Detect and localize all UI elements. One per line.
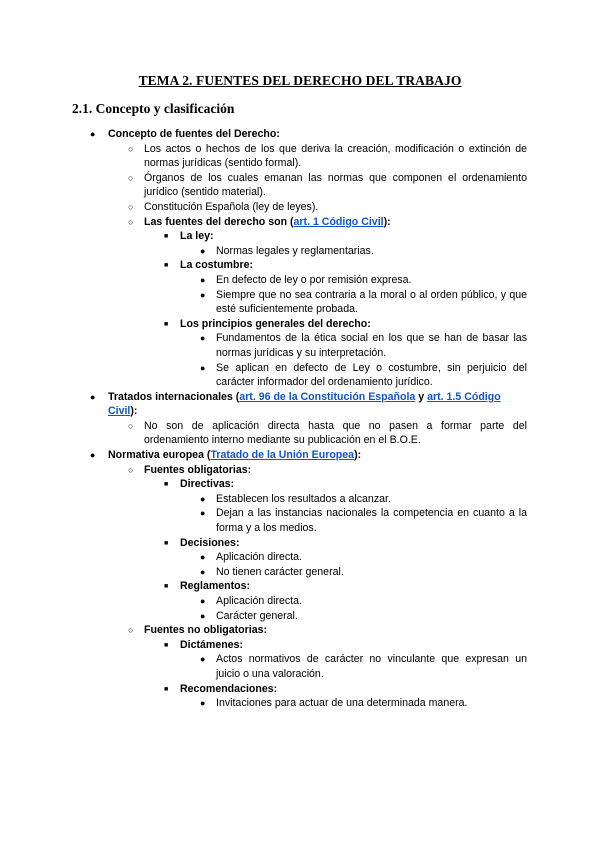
- bullet-circle: ○: [128, 420, 134, 431]
- bullet-disc: ●: [200, 508, 206, 519]
- item-label: Concepto de fuentes del Derecho:: [108, 128, 280, 140]
- bullet-square: ■: [164, 262, 169, 270]
- list-item: ○ Órganos de los cuales emanan las normas que componen el ordenamiento jurídico (sentido material).: [128, 171, 527, 199]
- list-item: ○ Fuentes no obligatorias:: [128, 624, 268, 637]
- section-heading: 2.1. Concepto y clasificación: [72, 101, 235, 116]
- list-item: ■ Los principios generales del derecho:: [0, 317, 600, 332]
- list-item: ○ Los actos o hechos de los que deriva la creación, modificación o extinción de normas jurídicas (sentido formal).: [128, 142, 527, 170]
- list-item: ○ Constitución Española (ley de leyes).: [128, 200, 319, 213]
- bullet-disc: ●: [200, 698, 206, 709]
- list-item: ● Actos normativos de carácter no vinculante que expresan un juicio o una valoración.: [200, 653, 527, 680]
- list-item: ● Normas legales y reglamentarias.: [200, 244, 374, 257]
- bullet-square: ■: [164, 539, 169, 547]
- list-item: ■ La costumbre:: [0, 258, 600, 273]
- bullet-circle: ○: [128, 464, 134, 475]
- bullet-square: ■: [164, 481, 169, 489]
- link-art-96-constitucion[interactable]: art. 96 de la Constitución Española: [239, 390, 416, 403]
- list-item: ● Normativa europea (Tratado de la Unión Europea):: [90, 449, 362, 462]
- list-item: [0, 127, 600, 142]
- list-item: ■ Decisiones:: [0, 536, 600, 551]
- list-item: ● Invitaciones para actuar de una determinada manera.: [200, 697, 468, 710]
- list-item: ■ Reglamentos:: [0, 579, 600, 594]
- document-title: TEMA 2. FUENTES DEL DERECHO DEL TRABAJO: [138, 73, 462, 88]
- list-item: ● En defecto de ley o por remisión expresa.: [200, 273, 412, 286]
- bullet-disc: ●: [90, 129, 96, 139]
- list-item: ■ Recomendaciones:: [0, 682, 600, 697]
- list-item: ■ La ley:: [0, 229, 600, 244]
- bullet-disc: ●: [90, 450, 96, 461]
- list-item: ● Establecen los resultados a alcanzar.: [200, 492, 391, 505]
- bullet-square: ■: [164, 685, 169, 693]
- bullet-circle: ○: [128, 625, 134, 636]
- list-item: ● Siempre que no sea contraria a la moral o al orden público, y que esté suficientemente probada.: [200, 288, 527, 316]
- bullet-disc: ●: [200, 654, 206, 665]
- list-item: ■ Dictámenes:: [0, 638, 600, 653]
- bullet-disc: ●: [200, 362, 206, 373]
- bullet-circle: ○: [128, 201, 134, 212]
- link-tratado-union-europea[interactable]: Tratado de la Unión Europea: [210, 449, 355, 462]
- bullet-disc: ●: [200, 289, 206, 300]
- bullet-disc: ●: [200, 566, 206, 577]
- bullet-circle: ○: [128, 216, 134, 227]
- link-art-1-5-codigo-civil[interactable]: art. 1.5 Código Civil: [108, 390, 501, 418]
- list-item: ○ Fuentes obligatorias:: [128, 463, 252, 476]
- bullet-disc: ●: [200, 610, 206, 621]
- bullet-disc: ●: [90, 391, 96, 402]
- bullet-square: ■: [164, 233, 169, 241]
- list-item: ● Se aplican en defecto de Ley o costumbre, sin perjuicio del carácter informador del ordenamiento jurídico.: [200, 361, 527, 389]
- list-item: ● Aplicación directa.: [200, 595, 302, 607]
- bullet-circle: ○: [128, 143, 134, 154]
- list-item: ● Dejan a las instancias nacionales la competencia en cuanto a la forma y a los medios.: [200, 507, 527, 535]
- bullet-disc: ●: [200, 245, 206, 256]
- list-item: ● Aplicación directa.: [200, 551, 302, 564]
- bullet-disc: ●: [200, 493, 206, 504]
- list-item: ● Tratados internacionales (art. 96 de la Constitución Española y art. 1.5 Código Civil):: [90, 390, 501, 418]
- bullet-disc: ●: [200, 333, 206, 344]
- link-art-1-codigo-civil[interactable]: art. 1 Código Civil: [293, 215, 384, 228]
- bullet-disc: ●: [200, 596, 206, 606]
- bullet-disc: ●: [200, 274, 206, 285]
- list-item: ● Fundamentos de la ética social en los que se han de basar las normas jurídicas y su interpretación.: [200, 332, 527, 359]
- bullet-square: ■: [164, 641, 169, 649]
- bullet-square: ■: [164, 320, 169, 328]
- bullet-square: ■: [164, 583, 169, 591]
- list-item: ○ Las fuentes del derecho son (art. 1 Código Civil):: [128, 215, 391, 228]
- bullet-disc: ●: [200, 552, 206, 563]
- list-item: ■ Directivas:: [0, 477, 600, 492]
- list-item: ● No tienen carácter general.: [200, 565, 344, 578]
- bullet-circle: ○: [128, 172, 134, 183]
- list-item: ● Carácter general.: [200, 609, 298, 622]
- list-item: ○ No son de aplicación directa hasta que no pasen a formar parte del ordenamiento interno mediante su publicación en el B.O.E.: [128, 419, 527, 447]
- outline: [0, 127, 600, 711]
